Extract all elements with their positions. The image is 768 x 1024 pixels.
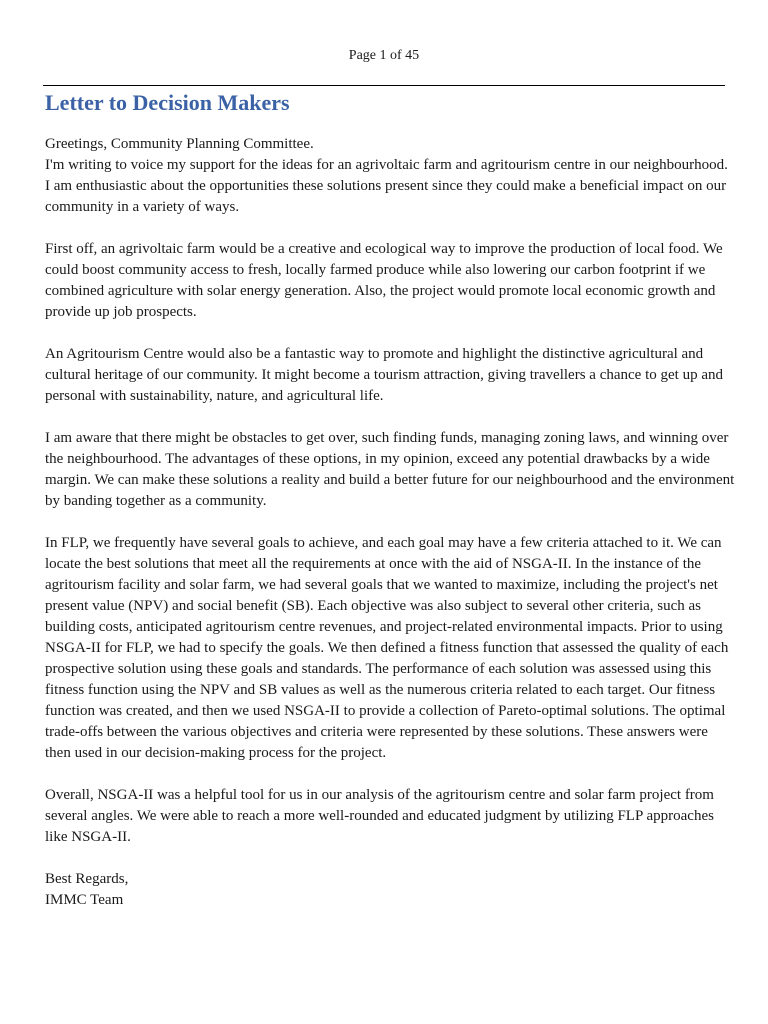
letter-paragraph: First off, an agrivoltaic farm would be a creative and ecological way to improve the production of local food. We could boost community access to fresh, locally farmed produce while also lowering our carbon footprint if we combined agriculture with solar energy generation. Also, the project would promote local economic growth and provide up job prospects. xyxy=(45,241,723,320)
paragraph-spacer xyxy=(45,764,735,785)
letter-closing: Best Regards, xyxy=(45,871,129,887)
letter-signature: IMMC Team xyxy=(45,892,124,908)
letter-body xyxy=(45,134,735,911)
paragraph-spacer xyxy=(45,323,735,344)
paragraph-spacer xyxy=(45,407,735,428)
header-divider xyxy=(43,85,725,86)
letter-paragraph: An Agritourism Centre would also be a fantastic way to promote and highlight the distinctive agricultural and cultural heritage of our community. It might become a tourism attraction, giving travellers a chance to get up and personal with sustainability, nature, and agricultural life. xyxy=(45,346,723,404)
letter-paragraph: I am aware that there might be obstacles to get over, such finding funds, managing zoning laws, and winning over the neighbourhood. The advantages of these options, in my opinion, exceed any potential drawbacks by a wide margin. We can make these solutions a reality and build a better future for our neighbourhood and the environment by banding together as a community. xyxy=(45,430,735,509)
page-number: Page 1 of 45 xyxy=(348,48,420,63)
letter-title: Letter to Decision Makers xyxy=(45,90,290,115)
paragraph-spacer xyxy=(45,512,735,533)
paragraph-spacer xyxy=(45,218,735,239)
letter-greeting: Greetings, Community Planning Committee. xyxy=(45,136,314,152)
letter-paragraph: I'm writing to voice my support for the ideas for an agrivoltaic farm and agritourism centre in our neighbourhood. I am enthusiastic about the opportunities these solutions present since they could make a beneficial impact on our community in a variety of ways. xyxy=(45,157,728,215)
letter-paragraph: In FLP, we frequently have several goals to achieve, and each goal may have a few criteria attached to it. We can locate the best solutions that meet all the requirements at once with the aid of NSGA-II. In the instance of the agritourism facility and solar farm, we had several goals that we wanted to maximize, including the project's net present value (NPV) and social benefit (SB). Each objective was also subject to several other criteria, such as building costs, anticipated agritourism centre revenues, and project-related environmental impacts. Prior to using NSGA-II for FLP, we had to specify the goals. We then defined a fitness function that assessed the quality of each prospective solution using these goals and standards. The performance of each solution was assessed using this fitness function using the NPV and SB values as well as the numerous criteria related to each target. Our fitness function was created, and then we used NSGA-II to provide a collection of Pareto-optimal solutions. The optimal trade-offs between the various objectives and criteria were represented by these solutions. These answers were then used in our decision-making process for the project. xyxy=(45,535,729,761)
letter-paragraph: Overall, NSGA-II was a helpful tool for us in our analysis of the agritourism centre and solar farm project from several angles. We were able to reach a more well-rounded and educated judgment by utilizing FLP approaches like NSGA-II. xyxy=(45,787,714,845)
paragraph-spacer xyxy=(45,848,735,869)
